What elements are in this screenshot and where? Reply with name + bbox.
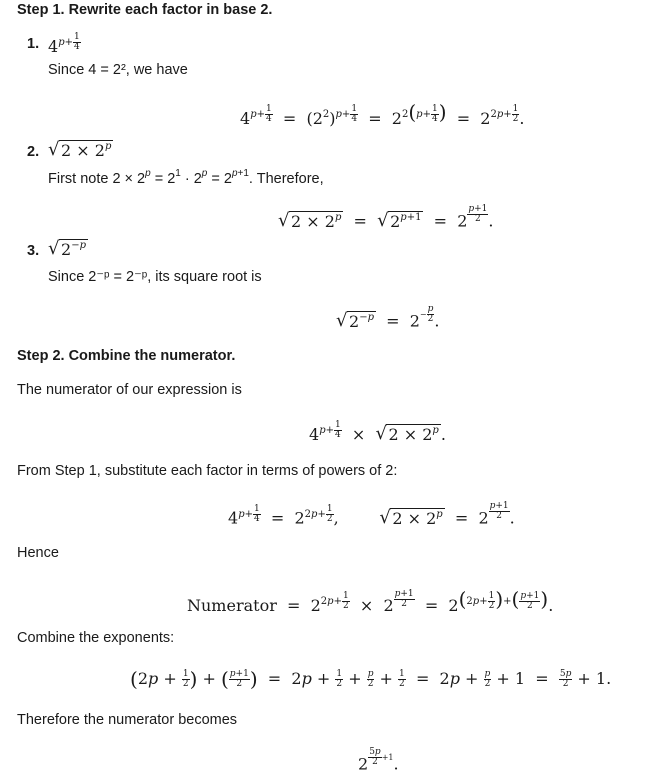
substitution-equations: $4^{p+ \frac{1}{4}}$ = $2^{2p+ \frac{1}{2}}$ , √ $2 \times 2^p = 2$ $^{\frac{p+1}{2}}$ .	[228, 502, 515, 528]
exponent-equation: (2p + $\frac{1}{2}$ ) + ( $\frac{p+1}{2}$ ) = 2p + $\frac{1}{2}$ + $\frac{p}{2}$ + $\frac{1}{2}$ = 2p + $\frac{p}{2}$ + 1 = $\frac{5p}{2}$ + 1.	[130, 667, 612, 691]
step1-heading: Step 1. Rewrite each factor in base 2.	[17, 2, 273, 18]
paragraph-combine: Combine the exponents:	[17, 630, 175, 646]
paragraph-substitute: From Step 1, substitute each factor in terms of powers of 2:	[17, 463, 398, 479]
numerator-label: Numerator	[187, 596, 277, 615]
paragraph-therefore: Therefore the numerator becomes	[17, 712, 238, 728]
numerator-equation: Numerator = $2^{2p+ \frac{1}{2}}$ × 2 $^{\frac{p+1}{2}}$ = $2^{(2p+ \frac{1}{2} )+( \frac{p+1}{2} )}$.	[187, 587, 554, 615]
item1-expression: $4^{p+ \frac{1}{4}}$	[48, 32, 80, 56]
item3-text: Since 2⁻ᵖ = 2⁻ᵖ, its square root is	[48, 269, 262, 285]
item2-text: First note $2 \times 2^p = 2^1 \cdot 2^p = 2^{p+1}$. Therefore,	[48, 168, 324, 187]
item2-equation: √ $2 \times 2^p$ = √ $2^{p+1} = 2$ $^{\frac{p+1}{2}}$ .	[278, 205, 494, 231]
item3-expression: √ $2^{-p}$	[48, 240, 88, 259]
item3-equation: √ $2^{-p} = 2^{- \frac{p}{2}}$ .	[336, 305, 439, 331]
item1-equation: $4^{p+ \frac{1}{4}}$ = $(2^2)^{p+ \frac{1}{4}}$ = $2^{2(p+ \frac{1}{4} )} = 2^{2p+ \frac{1}{2}}$ .	[240, 100, 525, 128]
item3-number: 3.	[27, 243, 40, 259]
paragraph-hence: Hence	[17, 545, 59, 561]
item2-expression: √ $2 \times 2^p$	[48, 141, 113, 160]
paragraph-numerator-intro: The numerator of our expression is	[17, 382, 242, 398]
item1-text: Since 4 = 2², we have	[48, 62, 188, 78]
item1-number: 1.	[27, 36, 40, 52]
final-numerator: 2 $^{\frac{5p}{2} +1}$.	[358, 747, 399, 774]
item2-number: 2.	[27, 144, 40, 160]
numerator-expression: $4^{p+ \frac{1}{4}}$ × √ $2 \times 2^p$ .	[309, 421, 446, 444]
step2-heading: Step 2. Combine the numerator.	[17, 348, 236, 364]
